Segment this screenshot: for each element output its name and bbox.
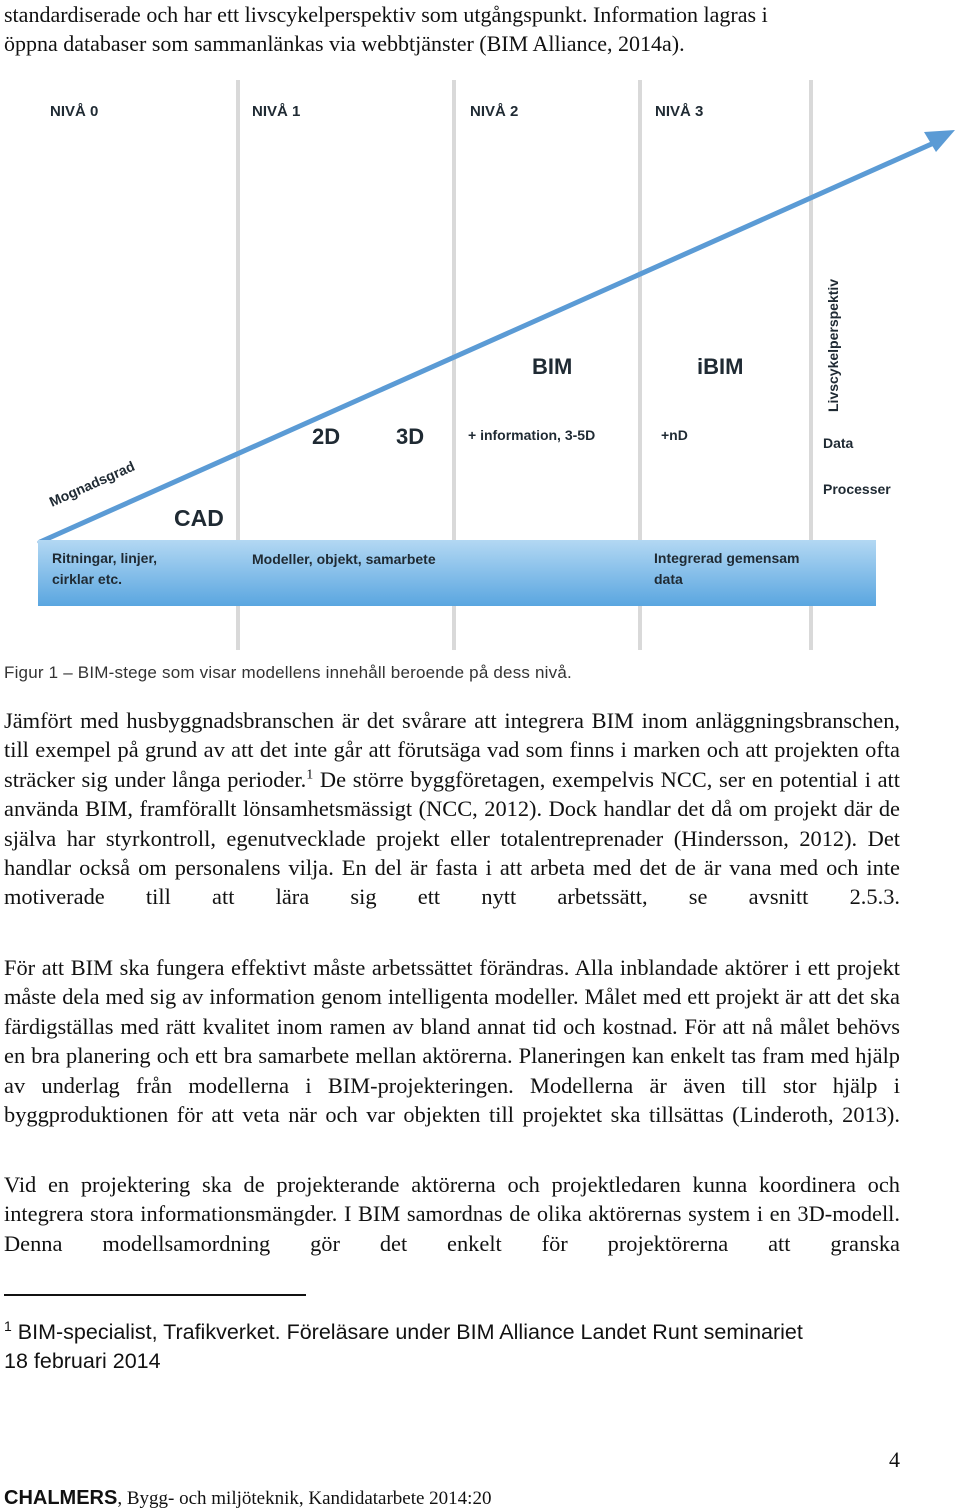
maturity-arrowhead-icon <box>924 130 955 152</box>
paragraph-2: För att BIM ska fungera effektivt måste arbetssättet förändras. Alla inblandade aktörer i ett projekt måste dela med sig av information genom intelligenta modeller. Målet med ett projekt är att det ska färdigställas med rätt kvalitet inom ramen av bland annat tid och kostnad. För att nå målet behövs en bra planering och ett bra samarbete mellan aktörerna. Planeringen kan enkelt tas fram med hjälp av underlag från modellerna i BIM-projekteringen. Modellerna är även till stor hjälp i byggproduktionen för att veta när och var objekten till projektet ska tillsättas (Linderoth, 2013). <box>4 955 900 1128</box>
ibim-sub-label: +nD <box>661 427 688 443</box>
data-label: Data <box>823 435 854 451</box>
band-left-line-1: Ritningar, linjer, <box>52 550 158 566</box>
bim-ladder-figure <box>0 70 960 660</box>
3d-label: 3D <box>396 424 425 449</box>
level-3-label: NIVÅ 3 <box>655 103 704 120</box>
page-number: 4 <box>889 1447 900 1472</box>
level-2-label: NIVÅ 2 <box>470 103 519 120</box>
page-footer <box>4 1486 491 1511</box>
bim-sub-label: + information, 3-5D <box>468 427 596 443</box>
figure-caption: Figur 1 – BIM-stege som visar modellens innehåll beroende på dess nivå. <box>4 663 572 682</box>
maturity-label: Mognadsgrad <box>46 457 138 510</box>
processer-label: Processer <box>823 481 891 497</box>
paragraph-1-text-b: De större byggföretagen, exempelvis NCC, ser en potential i att använda BIM, framförallt lönsamhetsmässigt (NCC, 2012). Dock handlar det då om projekt där de själva har styrkontroll, egenutvecklade projekt eller totalentreprenader (Hindersson, 2012). Det handlar också om personalens vilja. En del är fasta i att arbeta med det de är vana med och inte motiverade till att lära sig ett nytt arbetssätt, se avsnitt 2.5.3. <box>4 766 900 910</box>
intro-line-1: standardiserade och har ett livscykelperspektiv som utgångspunkt. Information lagras i <box>4 2 768 27</box>
level-0-label: NIVÅ 0 <box>50 103 99 120</box>
footnote <box>4 1318 904 1376</box>
footnote-number: 1 <box>4 1317 12 1334</box>
footer-text: , Bygg- och miljöteknik, Kandidatarbete 2014:20 <box>117 1488 492 1509</box>
band-right-line-1: Integrerad gemensam <box>654 550 800 566</box>
footnote-text-2: 18 februari 2014 <box>4 1349 161 1373</box>
bim-label: BIM <box>532 354 573 379</box>
cad-label: CAD <box>174 505 224 531</box>
maturity-arrow-line <box>40 142 936 542</box>
footnote-ref[interactable]: 1 <box>306 767 314 783</box>
footnote-rule <box>4 1294 306 1296</box>
band-left-line-2: cirklar etc. <box>52 571 123 587</box>
2d-label: 2D <box>312 424 341 449</box>
band-middle-label: Modeller, objekt, samarbete <box>252 551 436 567</box>
ibim-label: iBIM <box>697 354 744 379</box>
intro-line-2: öppna databaser som sammanlänkas via webbtjänster (BIM Alliance, 2014a). <box>4 31 685 56</box>
level-1-label: NIVÅ 1 <box>252 103 301 120</box>
footer-brand: CHALMERS <box>4 1487 118 1509</box>
lifecycle-label: Livscykelperspektiv <box>825 278 841 412</box>
paragraph-3: Vid en projektering ska de projekterande aktörerna och projektledaren kunna koordinera och integrera stora informationsmängder. I BIM samordnas de olika aktörernas system i en 3D-modell. Denna modellsamordning gör det enkelt för projektörerna att granska <box>4 1172 900 1256</box>
paragraph-1 <box>4 706 900 912</box>
band-right-line-2: data <box>654 571 683 587</box>
footnote-text-1: BIM-specialist, Trafikverket. Föreläsare under BIM Alliance Landet Runt seminariet <box>11 1320 803 1344</box>
paragraph-1-text-a: Jämfört med husbyggnadsbranschen är det svårare att integrera BIM inom anläggningsbranschen, till exempel på grund av att det inte går att förutsäga vad som finns i marken och att projekten ofta sträcker sig under långa perioder. <box>4 708 900 792</box>
